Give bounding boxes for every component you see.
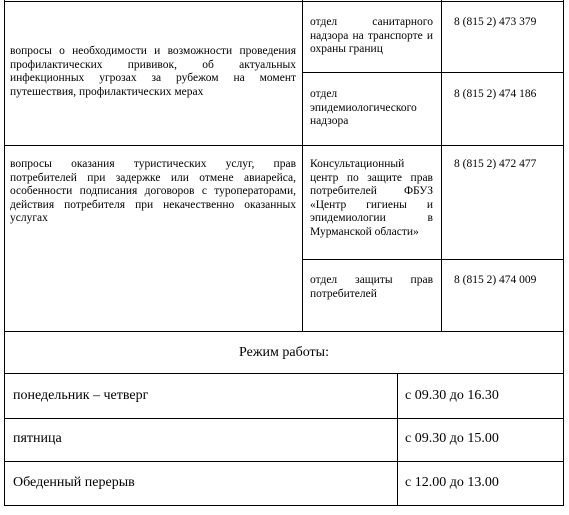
row-divider-schedule-title bbox=[4, 373, 564, 374]
schedule-title: Режим работы: bbox=[239, 345, 329, 360]
schedule-day-mon-thu: понедельник – четверг bbox=[13, 388, 149, 403]
table-border-top bbox=[4, 1, 564, 2]
schedule-hours-mon-thu: с 09.30 до 16.30 bbox=[405, 388, 499, 403]
schedule-hours-fri: с 09.30 до 15.00 bbox=[405, 431, 499, 446]
phone-consumer-protection: 8 (815 2) 474 009 bbox=[454, 274, 537, 286]
topic-tourist-services: вопросы оказания туристических услуг, прав потребителей при задержке или отмене авиарейса, особенности подписания договоров с туроператорами, действия потребителя при некачественно оказанных услугах bbox=[10, 158, 296, 224]
topic-vaccination: вопросы о необходимости и возможности проведения профилактических прививок, об актуальных инфекционных угрозах за рубежом на момент путешествия, профилактических мерах bbox=[10, 45, 296, 98]
phone-consumer-center: 8 (815 2) 472 477 bbox=[454, 158, 537, 170]
schedule-hours-lunch: с 12.00 до 13.00 bbox=[405, 475, 499, 490]
schedule-day-fri: пятница bbox=[13, 431, 62, 446]
table-border-left bbox=[4, 0, 5, 506]
row-divider-contact-2 bbox=[302, 259, 564, 260]
table-border-bottom bbox=[4, 505, 564, 506]
phone-sanitary-transport: 8 (815 2) 473 379 bbox=[454, 16, 537, 28]
phone-epidemiology: 8 (815 2) 474 186 bbox=[454, 88, 537, 100]
dept-epidemiology: отдел эпидемиологического надзора bbox=[310, 88, 417, 127]
dept-consumer-center: Консультационный центр по защите прав потребителей ФБУЗ «Центр гигиены и эпидемиологии в Мурманской области» bbox=[310, 158, 433, 238]
row-divider-schedule-2 bbox=[4, 461, 564, 462]
column-divider-dept bbox=[302, 0, 303, 331]
column-divider-hours bbox=[397, 373, 398, 506]
schedule-day-lunch: Обеденный перерыв bbox=[13, 475, 135, 490]
row-divider-topic-1 bbox=[4, 145, 564, 146]
dept-sanitary-transport: отдел санитарного надзора на транспорте и охраны границ bbox=[310, 16, 433, 55]
row-divider-topic-2 bbox=[4, 331, 564, 332]
table-border-right bbox=[563, 0, 564, 506]
row-divider-schedule-1 bbox=[4, 418, 564, 419]
dept-consumer-protection: отдел защиты прав потребителей bbox=[310, 274, 433, 300]
column-divider-phone bbox=[441, 0, 442, 331]
row-divider-contact-1 bbox=[302, 72, 564, 73]
